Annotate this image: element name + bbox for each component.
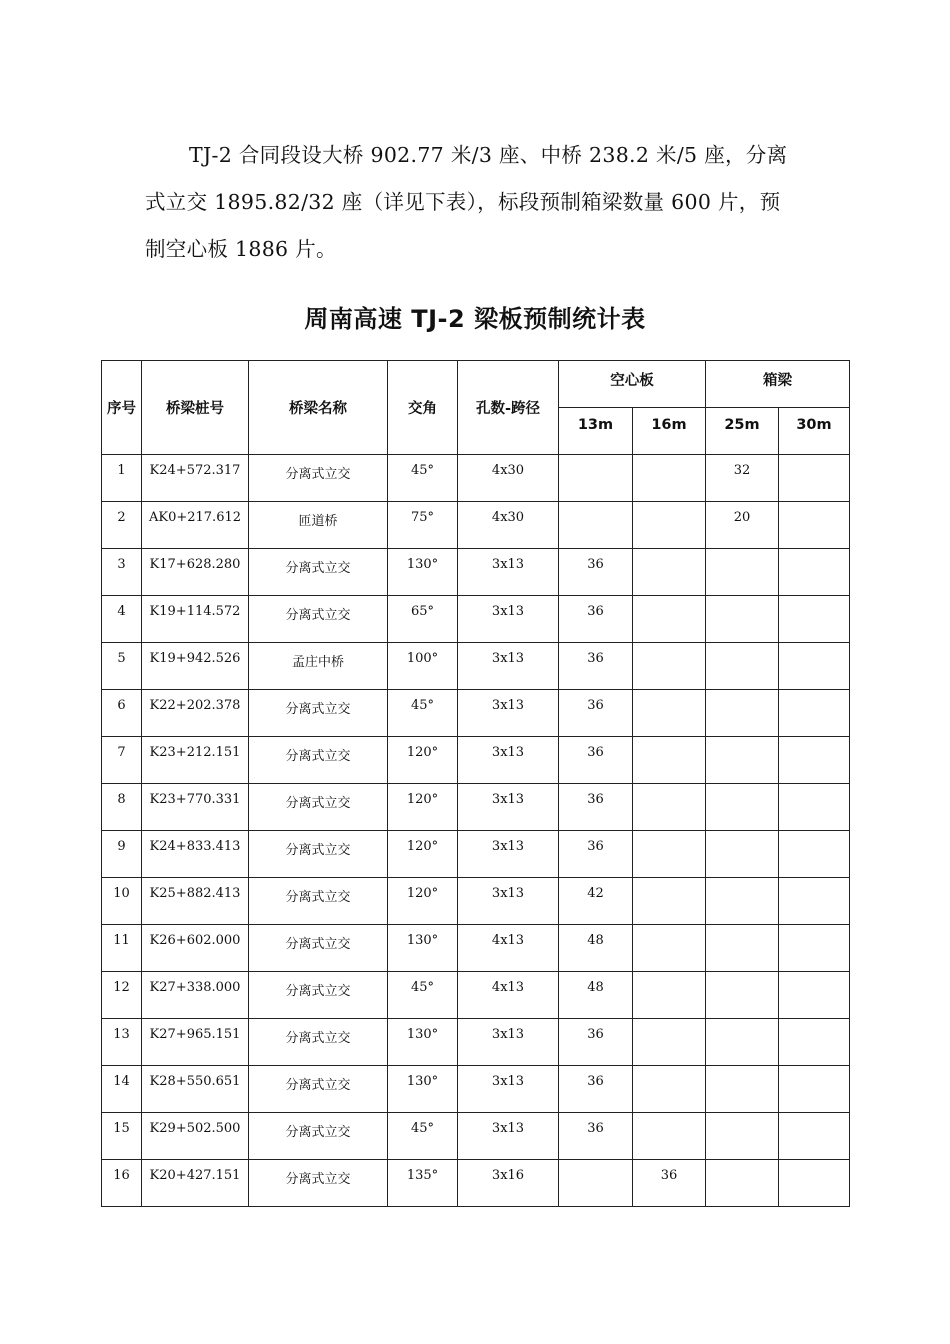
cell-seq: 11 — [102, 925, 142, 972]
cell-16m — [633, 1066, 706, 1113]
cell-13m — [559, 502, 633, 549]
cell-16m — [633, 455, 706, 502]
cell-span: 3x13 — [458, 1019, 559, 1066]
cell-25m — [706, 549, 779, 596]
cell-25m — [706, 1113, 779, 1160]
cell-angle: 120° — [388, 831, 458, 878]
cell-name: 匝道桥 — [249, 502, 388, 549]
cell-span: 3x16 — [458, 1160, 559, 1207]
cell-13m: 36 — [559, 643, 633, 690]
cell-station: K28+550.651 — [142, 1066, 249, 1113]
cell-station: K26+602.000 — [142, 925, 249, 972]
cell-25m — [706, 831, 779, 878]
cell-16m — [633, 1113, 706, 1160]
cell-angle: 45° — [388, 972, 458, 1019]
header-span: 孔数-跨径 — [458, 361, 559, 455]
cell-seq: 9 — [102, 831, 142, 878]
cell-16m — [633, 643, 706, 690]
table-row — [102, 690, 850, 737]
header-row-group — [102, 361, 850, 408]
cell-16m — [633, 831, 706, 878]
table-row — [102, 549, 850, 596]
cell-name: 分离式立交 — [249, 1113, 388, 1160]
intro-line-3: 制空心板 1886 片。 — [145, 237, 337, 261]
cell-seq: 16 — [102, 1160, 142, 1207]
cell-station: K20+427.151 — [142, 1160, 249, 1207]
table-body — [102, 455, 850, 1207]
cell-angle: 100° — [388, 643, 458, 690]
cell-span: 3x13 — [458, 1113, 559, 1160]
cell-span: 3x13 — [458, 1066, 559, 1113]
cell-13m: 36 — [559, 1113, 633, 1160]
table-row — [102, 737, 850, 784]
cell-seq: 5 — [102, 643, 142, 690]
cell-name: 分离式立交 — [249, 1160, 388, 1207]
cell-seq: 7 — [102, 737, 142, 784]
cell-angle: 75° — [388, 502, 458, 549]
cell-angle: 120° — [388, 737, 458, 784]
cell-station: K23+770.331 — [142, 784, 249, 831]
intro-paragraph — [145, 132, 820, 273]
cell-25m — [706, 878, 779, 925]
cell-name: 分离式立交 — [249, 737, 388, 784]
cell-16m — [633, 737, 706, 784]
header-seq: 序号 — [102, 361, 142, 455]
cell-station: K22+202.378 — [142, 690, 249, 737]
table-row — [102, 831, 850, 878]
cell-name: 分离式立交 — [249, 455, 388, 502]
intro-line-1: TJ-2 合同段设大桥 902.77 米/3 座、中桥 238.2 米/5 座，分离 — [189, 143, 788, 167]
cell-25m — [706, 737, 779, 784]
header-16m: 16m — [633, 408, 706, 455]
cell-station: K24+572.317 — [142, 455, 249, 502]
cell-seq: 10 — [102, 878, 142, 925]
cell-station: K27+338.000 — [142, 972, 249, 1019]
cell-13m: 36 — [559, 549, 633, 596]
cell-span: 4x13 — [458, 925, 559, 972]
cell-angle: 45° — [388, 1113, 458, 1160]
cell-span: 3x13 — [458, 831, 559, 878]
cell-16m — [633, 878, 706, 925]
cell-30m — [779, 690, 850, 737]
cell-seq: 13 — [102, 1019, 142, 1066]
cell-seq: 12 — [102, 972, 142, 1019]
cell-station: K23+212.151 — [142, 737, 249, 784]
cell-13m: 36 — [559, 737, 633, 784]
cell-span: 3x13 — [458, 690, 559, 737]
cell-angle: 130° — [388, 925, 458, 972]
cell-30m — [779, 878, 850, 925]
cell-name: 分离式立交 — [249, 972, 388, 1019]
cell-16m — [633, 549, 706, 596]
cell-13m — [559, 455, 633, 502]
cell-span: 3x13 — [458, 784, 559, 831]
cell-angle: 65° — [388, 596, 458, 643]
cell-13m: 42 — [559, 878, 633, 925]
cell-span: 3x13 — [458, 878, 559, 925]
cell-13m: 48 — [559, 972, 633, 1019]
header-angle: 交角 — [388, 361, 458, 455]
table-row — [102, 972, 850, 1019]
cell-25m — [706, 690, 779, 737]
cell-name: 分离式立交 — [249, 925, 388, 972]
table-row — [102, 502, 850, 549]
cell-span: 4x30 — [458, 502, 559, 549]
cell-16m — [633, 1019, 706, 1066]
table-row — [102, 1066, 850, 1113]
cell-13m: 36 — [559, 784, 633, 831]
cell-30m — [779, 831, 850, 878]
cell-30m — [779, 502, 850, 549]
table-row — [102, 643, 850, 690]
cell-30m — [779, 784, 850, 831]
header-25m: 25m — [706, 408, 779, 455]
cell-25m — [706, 1160, 779, 1207]
table-title: 周南高速 TJ-2 梁板预制统计表 — [304, 305, 646, 333]
cell-16m — [633, 690, 706, 737]
cell-seq: 8 — [102, 784, 142, 831]
cell-13m: 36 — [559, 1019, 633, 1066]
cell-30m — [779, 925, 850, 972]
cell-name: 分离式立交 — [249, 690, 388, 737]
cell-station: K17+628.280 — [142, 549, 249, 596]
cell-25m: 20 — [706, 502, 779, 549]
cell-25m — [706, 1066, 779, 1113]
table-row — [102, 784, 850, 831]
cell-angle: 45° — [388, 455, 458, 502]
intro-line-2: 式立交 1895.82/32 座（详见下表），标段预制箱梁数量 600 片，预 — [145, 190, 781, 214]
header-13m: 13m — [559, 408, 633, 455]
table-row — [102, 878, 850, 925]
cell-25m — [706, 643, 779, 690]
header-station: 桥梁桩号 — [142, 361, 249, 455]
cell-30m — [779, 643, 850, 690]
table-row — [102, 455, 850, 502]
cell-25m: 32 — [706, 455, 779, 502]
cell-13m: 48 — [559, 925, 633, 972]
cell-angle: 120° — [388, 878, 458, 925]
cell-seq: 15 — [102, 1113, 142, 1160]
cell-name: 分离式立交 — [249, 784, 388, 831]
cell-angle: 130° — [388, 1066, 458, 1113]
cell-25m — [706, 784, 779, 831]
header-name: 桥梁名称 — [249, 361, 388, 455]
cell-25m — [706, 925, 779, 972]
cell-name: 分离式立交 — [249, 878, 388, 925]
cell-30m — [779, 1160, 850, 1207]
cell-station: AK0+217.612 — [142, 502, 249, 549]
cell-16m — [633, 972, 706, 1019]
cell-span: 3x13 — [458, 596, 559, 643]
table-row — [102, 596, 850, 643]
cell-station: K19+942.526 — [142, 643, 249, 690]
cell-name: 分离式立交 — [249, 596, 388, 643]
cell-station: K25+882.413 — [142, 878, 249, 925]
cell-25m — [706, 1019, 779, 1066]
cell-name: 分离式立交 — [249, 549, 388, 596]
cell-30m — [779, 737, 850, 784]
cell-30m — [779, 596, 850, 643]
cell-span: 4x30 — [458, 455, 559, 502]
cell-13m: 36 — [559, 1066, 633, 1113]
cell-span: 4x13 — [458, 972, 559, 1019]
cell-station: K27+965.151 — [142, 1019, 249, 1066]
cell-16m: 36 — [633, 1160, 706, 1207]
cell-30m — [779, 1066, 850, 1113]
table-row — [102, 1019, 850, 1066]
cell-16m — [633, 596, 706, 643]
table-row — [102, 1160, 850, 1207]
beam-slab-table — [101, 360, 850, 1207]
cell-13m: 36 — [559, 596, 633, 643]
cell-angle: 130° — [388, 549, 458, 596]
cell-30m — [779, 455, 850, 502]
table-row — [102, 925, 850, 972]
cell-angle: 135° — [388, 1160, 458, 1207]
cell-seq: 4 — [102, 596, 142, 643]
cell-station: K19+114.572 — [142, 596, 249, 643]
cell-30m — [779, 972, 850, 1019]
cell-seq: 6 — [102, 690, 142, 737]
cell-seq: 2 — [102, 502, 142, 549]
cell-seq: 1 — [102, 455, 142, 502]
cell-name: 分离式立交 — [249, 1019, 388, 1066]
cell-13m: 36 — [559, 690, 633, 737]
cell-13m — [559, 1160, 633, 1207]
cell-angle: 130° — [388, 1019, 458, 1066]
cell-name: 分离式立交 — [249, 831, 388, 878]
cell-16m — [633, 784, 706, 831]
cell-30m — [779, 1019, 850, 1066]
cell-span: 3x13 — [458, 643, 559, 690]
cell-span: 3x13 — [458, 549, 559, 596]
cell-13m: 36 — [559, 831, 633, 878]
header-box-girder: 箱梁 — [706, 361, 850, 408]
cell-station: K29+502.500 — [142, 1113, 249, 1160]
cell-station: K24+833.413 — [142, 831, 249, 878]
cell-25m — [706, 972, 779, 1019]
cell-name: 孟庄中桥 — [249, 643, 388, 690]
header-hollow-slab: 空心板 — [559, 361, 706, 408]
cell-seq: 14 — [102, 1066, 142, 1113]
cell-angle: 45° — [388, 690, 458, 737]
cell-30m — [779, 1113, 850, 1160]
header-30m: 30m — [779, 408, 850, 455]
cell-seq: 3 — [102, 549, 142, 596]
cell-16m — [633, 925, 706, 972]
cell-25m — [706, 596, 779, 643]
cell-30m — [779, 549, 850, 596]
cell-name: 分离式立交 — [249, 1066, 388, 1113]
cell-angle: 120° — [388, 784, 458, 831]
cell-span: 3x13 — [458, 737, 559, 784]
cell-16m — [633, 502, 706, 549]
table-row — [102, 1113, 850, 1160]
